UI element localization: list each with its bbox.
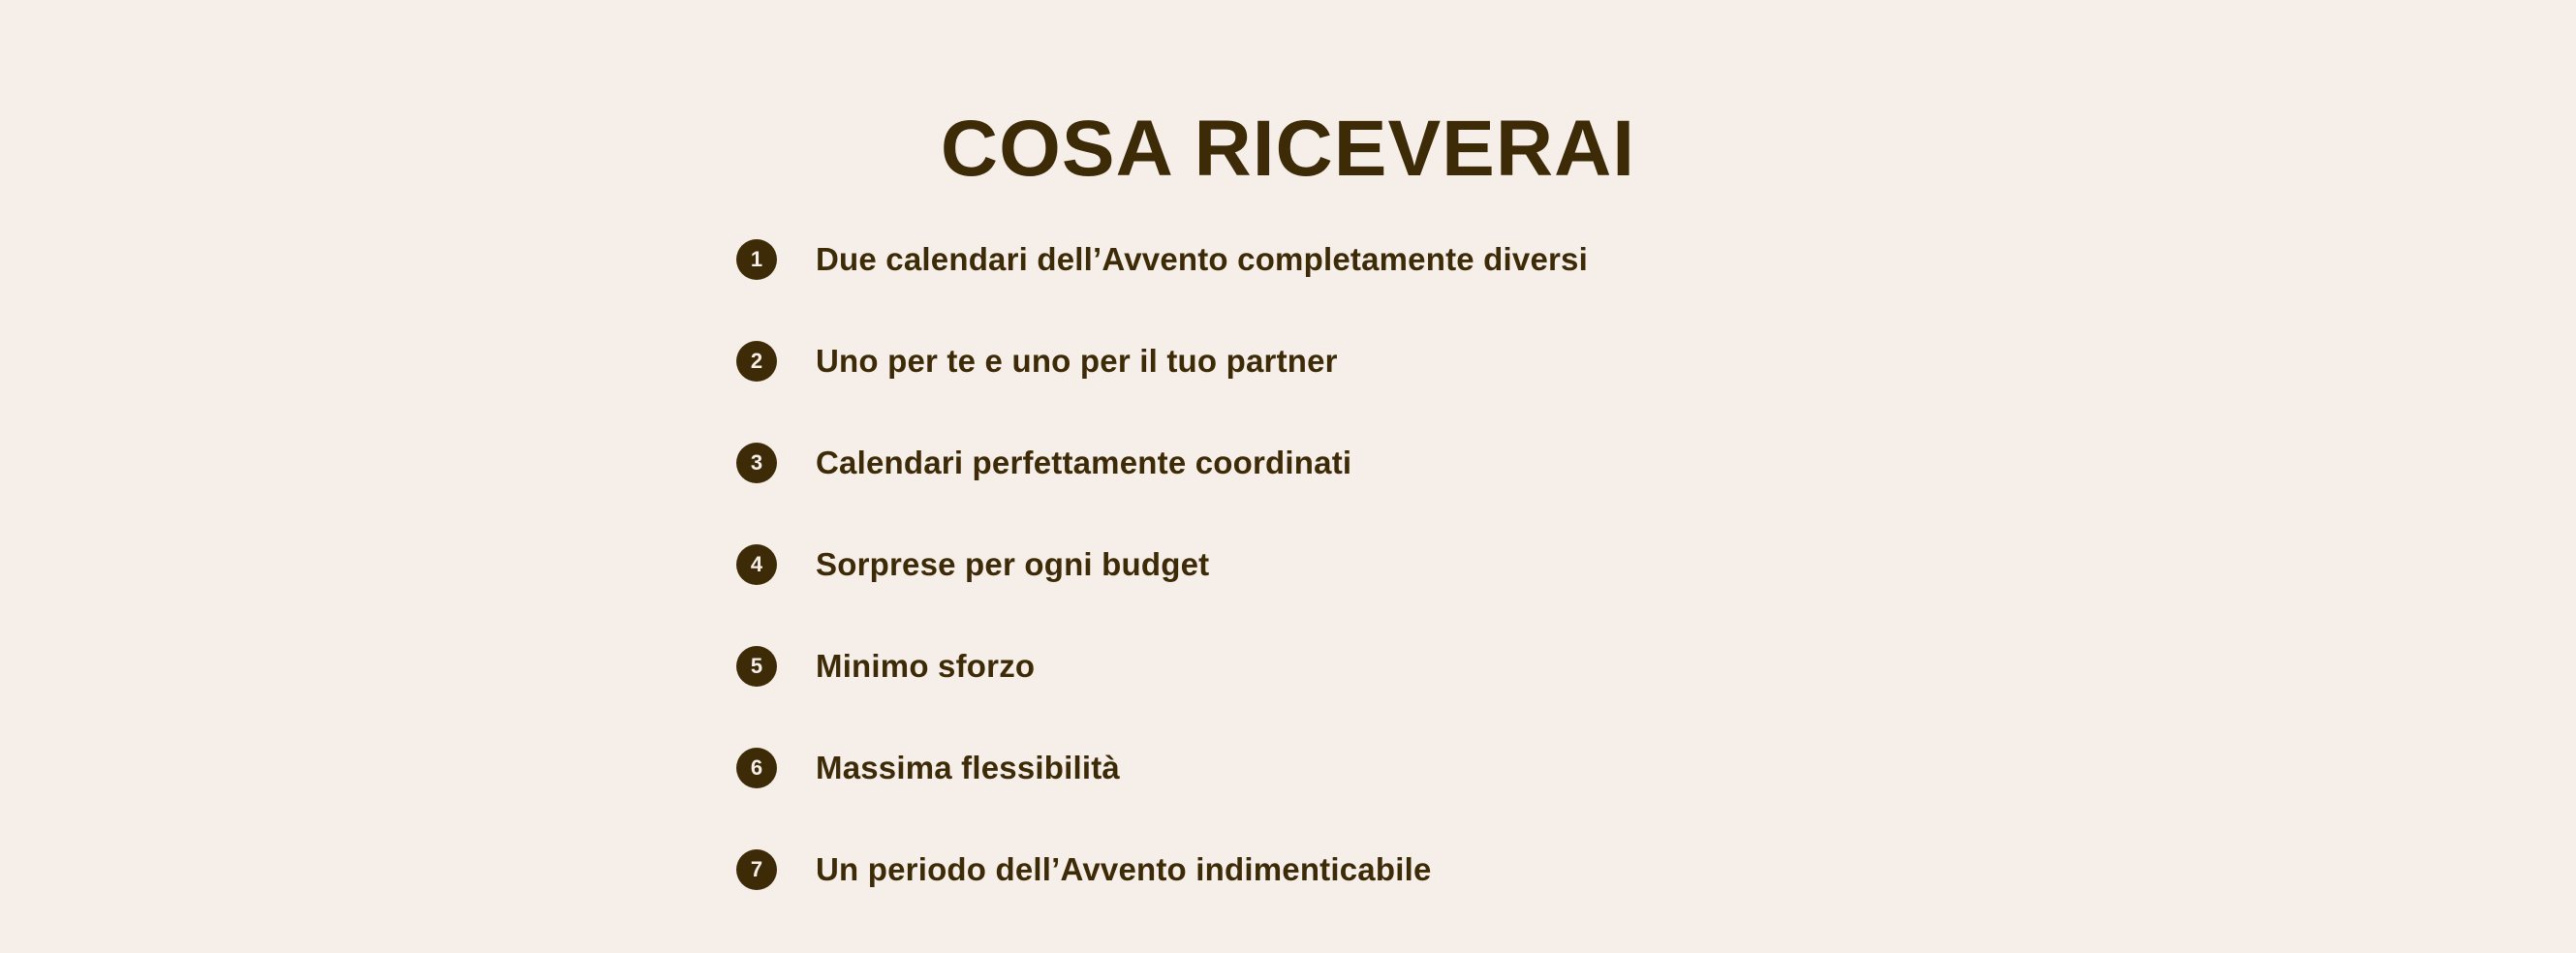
- list-item-number-badge: 6: [736, 748, 777, 788]
- list-item-number-badge: 4: [736, 544, 777, 585]
- list-item: [736, 208, 2093, 310]
- list-item: [736, 412, 2093, 513]
- list-item-number-badge: 3: [736, 443, 777, 483]
- list-item: [736, 615, 2093, 717]
- list-item: [736, 310, 2093, 412]
- list-item-label: Uno per te e uno per il tuo partner: [816, 342, 1338, 379]
- list-item-label: Un periodo dell’Avvento indimenticabile: [816, 850, 1432, 887]
- benefits-list: [736, 208, 2093, 920]
- list-item: [736, 513, 2093, 615]
- list-item-label: Sorprese per ogni budget: [816, 545, 1210, 582]
- list-item-label: Calendari perfettamente coordinati: [816, 444, 1352, 480]
- list-item-number-badge: 1: [736, 239, 777, 280]
- list-item: [736, 717, 2093, 818]
- list-item-number-badge: 7: [736, 849, 777, 890]
- list-item-label: Massima flessibilità: [816, 749, 1120, 785]
- list-item-label: Due calendari dell’Avvento completamente diversi: [816, 240, 1588, 277]
- page-title: COSA RICEVERAI: [940, 104, 1636, 193]
- list-item-number-badge: 5: [736, 646, 777, 687]
- list-item: [736, 818, 2093, 920]
- list-item-label: Minimo sforzo: [816, 647, 1036, 684]
- list-item-number-badge: 2: [736, 341, 777, 382]
